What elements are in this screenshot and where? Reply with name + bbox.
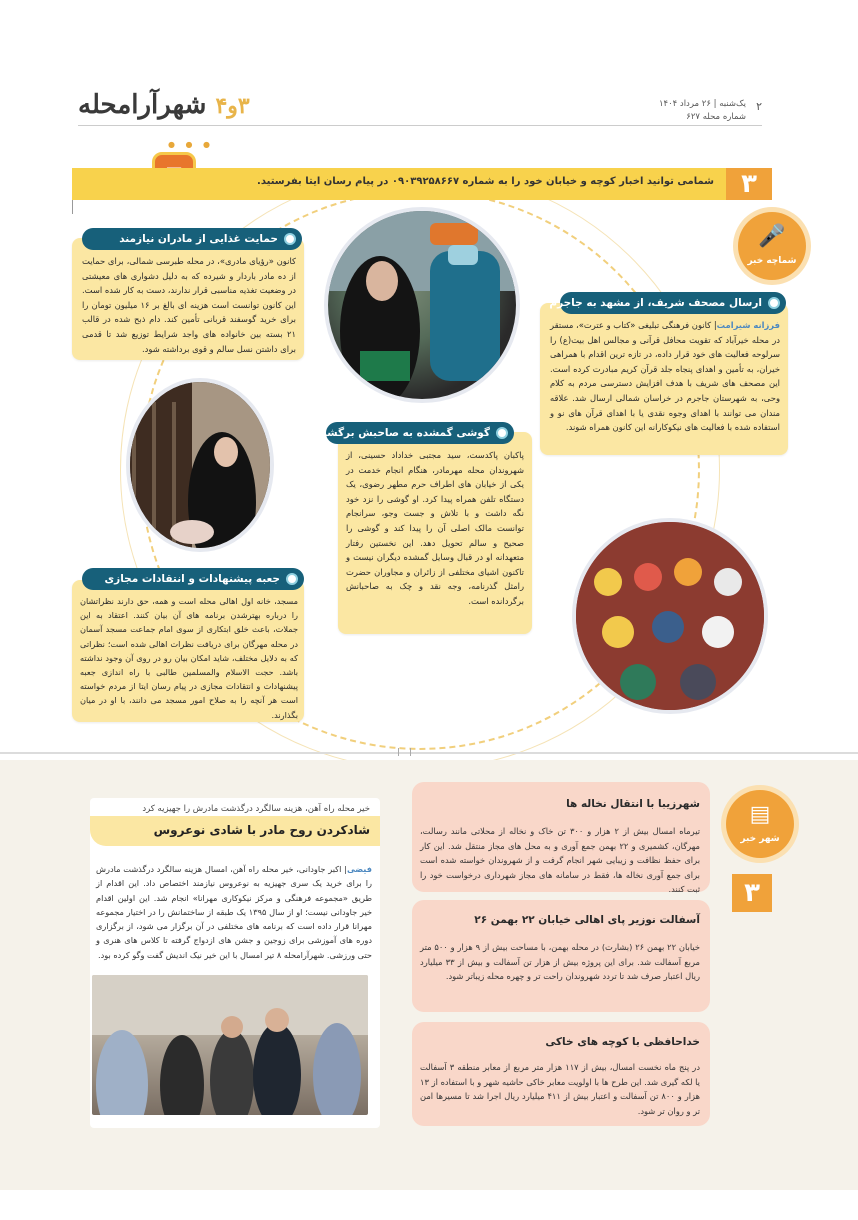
story-kicker: خیر محله راه آهن، هزینه سالگرد درگذشت مادرش را جهیزیه کرد xyxy=(142,804,370,814)
card-food-body: کانون «رؤیای مادری»، در محله طبرسی شمالی، برای حمایت از ده مادر باردار و شیرده که به دلیل دشواری های معیشتی در وضعیت تغذیه مناسبی قرار ندارند، دست به کار شده است. این کانون توانست است هزینه ای بالغ بر ۱۶ میلیون تومان را برای خرید گوسفند قربانی تأمین کند. دام ذبح شده در قالب ۲۱ بسته بین خانواده های واجد شرایط توزیع شد تا قدمی برای داشتن نسل سالم و قوی برداشته شود. xyxy=(82,256,296,354)
story-body-text: | اکبر جاودانی، خیر محله راه آهن، امسال هزینه سالگرد درگذشت مادرش را برای خرید یک سری جهیزیه به نوعروس نیازمند اختصاص داد. این اقدام از طریق «مجموعه فرهنگی و مرکز نیکوکاری مهرانا» انجام شد. این اولین اقدام خیر جاودانی نیست؛ او از سال ۱۳۹۵ یک طبقه از ساختمانش را در اختیار مجموعه مهرانا قرار داده است که برنامه های مختلفی در آن برگزار می شود، از برگزاری دوره های آموزشی برای زوجین و جشن های ازدواج گرفته تا کلاس های هنری و حتی ورزشی. شهرآرامحله ۸ تیر امسال با این خیر نیک اندیش گفت وگو کرده بود. xyxy=(96,864,373,960)
chat-dots: ● ● ● xyxy=(168,140,215,149)
photo-man-uniform xyxy=(430,251,500,381)
photo-man-cap xyxy=(430,223,478,245)
card-quran-body xyxy=(550,318,780,435)
photo-student xyxy=(680,664,716,700)
divider-tick xyxy=(398,748,399,756)
photo-guest xyxy=(160,1035,204,1115)
photo-woman-face xyxy=(366,261,398,301)
quran-author: فرزانه شیرامت xyxy=(716,320,780,330)
bullet-icon xyxy=(284,233,296,245)
bullet-icon xyxy=(768,297,780,309)
news-body: خیابان ۲۲ بهمن ۲۶ (بشارت) در محله بهمن، با مساحت بیش از ۹ هزار و ۵۰۰ متر مربع آسفالت شد. برای این پروژه بیش از هزار تن آسفالت و بیش از ۳۳ میلیارد ریال اعتبار صرف شد تا تردد شهروندان راحت تر و چهره محله زیباتر شود. xyxy=(420,942,701,981)
photo-street-sweeper xyxy=(324,207,520,403)
photo-woman-door xyxy=(126,378,274,552)
photo-wedding-art xyxy=(92,975,368,1115)
quran-body-text: | کانون فرهنگی تبلیغی «کتاب و عترت»، مستقر در محله خیرآباد که تقویت محافل قرآنی و مجالس اهل بیت(ع) را سرلوحه فعالیت های خود قرار داده، در تازه ترین اقدام با همراهی خیران، به تأمین و اهدای پنجاه جلد قرآن کریم مبادرت کرده است. این مصحف های شریف با هدف افزایش دسترسی مردم به کلام وحی، به شهرستان جاجرم در خراسان شمالی ارسال شد. علاقه مندان می توانند با اهدای وجوه نقدی یا با اهدای قرآن های نو و استفاده شده با فعالیت های نیکوکارانه این کانون همراه شوند. xyxy=(550,320,780,433)
badge-label: شماچه خبر xyxy=(747,256,797,266)
photo-green-bag xyxy=(360,351,410,381)
newspaper-icon: ▤ xyxy=(749,802,771,827)
logo-issue: ۳و۴ xyxy=(215,93,250,119)
bullet-icon xyxy=(286,573,298,585)
photo-woman-face xyxy=(214,437,238,467)
photo-guest xyxy=(313,1023,361,1115)
photo-student xyxy=(594,568,622,596)
card-phone-title xyxy=(316,422,514,444)
photo-quran-class-art xyxy=(572,522,764,714)
news-item xyxy=(412,782,710,892)
news-body: در پنج ماه نخست امسال، بیش از ۱۱۷ هزار متر مربع از معابر منطقه ۳ آسفالت یا لکه گیری شد. این طرح ها با اولویت معابر خاکی حاشیه شهر و با استفاده از ۱۳ هزار و ۸۰۰ تن آسفالت و اعتبار بیش از ۴۱۱ میلیارد ریال اجرا شد تا مسیرها امن تر و روان تر شود. xyxy=(420,1062,701,1116)
divider-tick xyxy=(410,748,411,756)
bullet-icon xyxy=(496,427,508,439)
story-author: فیضی xyxy=(346,864,372,874)
section-divider xyxy=(0,740,858,754)
photo-student xyxy=(620,664,656,700)
banner-text: شمامی توانید اخبار کوچه و خیابان خود را به شماره ۰۹۰۳۹۲۵۸۶۶۷ در پیام رسان ایتا بفرستید. xyxy=(257,176,714,187)
photo-groom-face xyxy=(221,1016,243,1038)
photo-bride xyxy=(96,1030,148,1115)
section-badge-city xyxy=(726,790,794,858)
masthead-logo xyxy=(78,90,250,120)
card-food-title-text: حمایت غذایی از مادران نیازمند xyxy=(119,233,278,245)
card-quran-title xyxy=(549,292,786,314)
photo-man-mask xyxy=(448,245,478,265)
photo-student xyxy=(634,563,662,591)
news-title: شهرزیبا با انتقال نخاله ها xyxy=(566,798,700,810)
photo-woman-door-art xyxy=(126,382,270,552)
news-item xyxy=(412,1022,710,1126)
card-box-title-text: جعبه پیشنهادات و انتقادات مجازی xyxy=(104,573,280,585)
contact-banner xyxy=(72,168,772,200)
photo-quran-class xyxy=(572,518,768,714)
photo-student xyxy=(702,616,734,648)
section-number: ۳ xyxy=(726,168,772,200)
photo-meat-package xyxy=(170,520,214,544)
photo-street-sweeper-art xyxy=(324,211,516,403)
card-box-title xyxy=(82,568,304,590)
microphone-icon: 🎤 xyxy=(758,224,786,249)
card-phone-body: پاکبان پاکدست، سید مجتبی خداداد حسینی، از شهروندان محله مهرمادر، هنگام انجام خدمت در یکی از خیابان های اطراف حرم مطهر رضوی، یک دستگاه تلفن همراه پیدا کرد. او گوشی را نزد خود نگه داشت و با تلاش و جست وجو، سرانجام توانست مالک اصلی آن را پیدا کند و گوشی را صحیح و سالم تحویل دهد. این نخستین رفتار متعهدانه او در قبال وسایل گمشده دیگران نیست و تاکنون اشیای مختلفی از زائران و مجاوران حضرت رامثل گذرنامه، وجه نقد و چک به صاحبانش برگردانده است. xyxy=(346,450,524,606)
date-line: یک‌شنبه | ۲۶ مرداد ۱۴۰۴ xyxy=(658,99,746,109)
photo-student xyxy=(602,616,634,648)
photo-student xyxy=(652,611,684,643)
city-section-number: ۳ xyxy=(732,874,772,912)
badge-label: شهر خبر xyxy=(740,834,780,844)
section-badge-shoma xyxy=(738,212,806,280)
photo-student xyxy=(674,558,702,586)
news-title: آسفالت نوزیر پای اهالی خیابان ۲۲ بهمن ۲۶ xyxy=(474,914,700,926)
photo-student xyxy=(714,568,742,596)
page-number: ۲ xyxy=(756,100,762,113)
story-headline: شادکردن روح مادر با شادی نوعروس xyxy=(153,823,370,837)
news-item xyxy=(412,900,710,1012)
story-body xyxy=(96,862,372,962)
news-title: خداحافظی با کوچه های خاکی xyxy=(545,1036,700,1048)
news-body: تیرماه امسال بیش از ۲ هزار و ۳۰۰ تن خاک و نخاله از محلاتی مانند رسالت، مهرگان، کشمیری و ۲۲ بهمن جمع آوری و به محل های مجاز منتقل شد. این کار برای حفظ نظافت و زیبایی شهر انجام گرفت و از شهروندان خواسته شده است برای جمع آوری نخاله ها، فقط در سامانه های مجاز شهرداری درخواست خود را ثبت کنند. xyxy=(420,826,701,894)
header-rule xyxy=(78,125,762,126)
issue-line: شماره محله ۶۲۷ xyxy=(686,112,746,122)
logo-text: شهرآرامحله xyxy=(78,90,207,120)
card-phone-title-text: گوشی گمشده به صاحبش برگشت xyxy=(316,427,490,439)
photo-benefactor-face xyxy=(265,1008,289,1032)
photo-wedding-event xyxy=(92,975,368,1115)
card-box-body: مسجد، خانه اول اهالی محله است و همه، حق دارند نظراتشان را درباره بهترشدن برنامه های آن بیان کنند. اعتقاد به این جملات، باعث خلق ابتکاری از سوی امام جماعت مسجد آسمان در محله مهرگان برای دریافت نظرات اهالی شده است؛ نظراتی که به دلایل مختلف، شاید امکان بیان رو در روی آن وجود نداشته باشد. حجت الاسلام والمسلمین طالبی با راه اندازی جعبه پیشنهادات و انتقادات مجازی در پیام رسان ایتا از مردم خواسته است هر آنچه را به صلاح امور مسجد می دانند، با او در میان بگذارند. xyxy=(80,596,298,720)
photo-door-bar xyxy=(152,402,156,552)
issue-info xyxy=(659,98,746,124)
card-food-title xyxy=(82,228,302,250)
card-quran-title-text: ارسال مصحف شریف، از مشهد به جاجرم xyxy=(549,297,762,309)
photo-benefactor xyxy=(253,1023,301,1115)
photo-groom xyxy=(210,1030,254,1115)
